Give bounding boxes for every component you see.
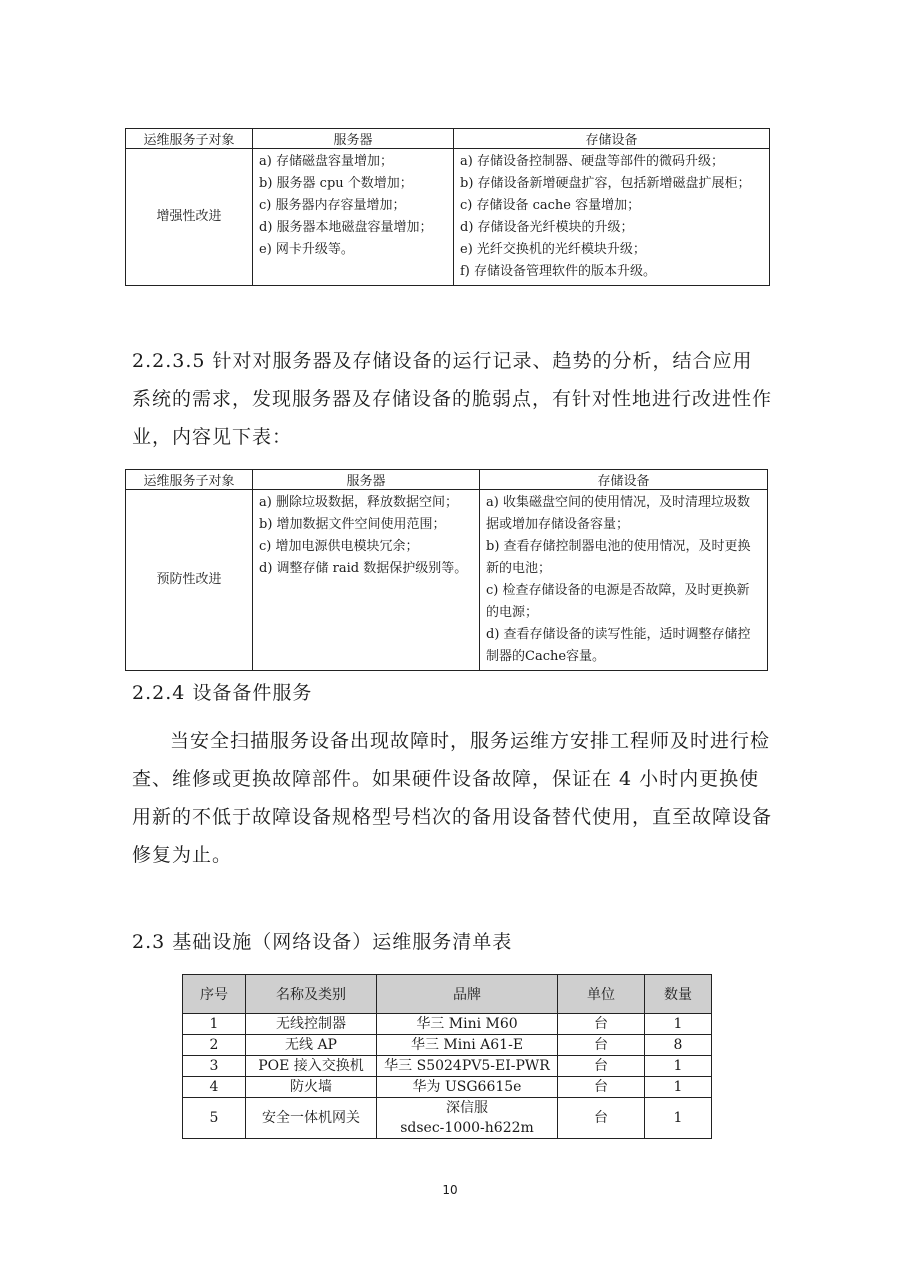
table-row bbox=[183, 1035, 712, 1056]
header-unit: 单位 bbox=[558, 975, 645, 1014]
section-heading-network: 2.3 基础设施（网络设备）运维服务清单表 bbox=[132, 931, 513, 953]
list-item: d) 调整存储 raid 数据保护级别等。 bbox=[259, 561, 468, 576]
network-device-table bbox=[182, 974, 712, 1139]
header-sub-object: 运维服务子对象 bbox=[126, 129, 253, 149]
list-item: b) 存储设备新增硬盘扩容，包括新增磁盘扩展柜； bbox=[460, 176, 751, 191]
cell-no: 1 bbox=[183, 1014, 246, 1035]
list-item: c) 存储设备 cache 容量增加； bbox=[460, 198, 641, 213]
list-item: e) 网卡升级等。 bbox=[259, 242, 354, 257]
list-item: c) 增加电源供电模块冗余； bbox=[259, 539, 419, 554]
cell-name: 无线控制器 bbox=[246, 1014, 377, 1035]
header-qty: 数量 bbox=[645, 975, 712, 1014]
list-item: d) 服务器本地磁盘容量增加； bbox=[259, 220, 433, 235]
cell-brand: 华三 Mini A61-E bbox=[377, 1035, 558, 1056]
cell-qty: 1 bbox=[645, 1098, 712, 1139]
paragraph-spare-parts: 当安全扫描服务设备出现故障时，服务运维方安排工程师及时进行检查、维修或更换故障部件。如果硬件设备故障，保证在 4 小时内更换使用新的不低于故障设备规格型号档次的备用设备替代使用，直至故障设备修复为止。 bbox=[132, 730, 773, 866]
list-item: f) 存储设备管理软件的版本升级。 bbox=[460, 264, 657, 279]
storage-cell bbox=[480, 490, 768, 671]
list-item: b) 服务器 cpu 个数增加； bbox=[259, 176, 413, 191]
table-row bbox=[183, 1056, 712, 1077]
cell-unit: 台 bbox=[558, 1014, 645, 1035]
cell-name: POE 接入交换机 bbox=[246, 1056, 377, 1077]
table-row bbox=[126, 490, 768, 671]
preventive-table bbox=[125, 469, 768, 671]
cell-unit: 台 bbox=[558, 1035, 645, 1056]
cell-qty: 1 bbox=[645, 1077, 712, 1098]
cell-brand: 华为 USG6615e bbox=[377, 1077, 558, 1098]
cell-name: 防火墙 bbox=[246, 1077, 377, 1098]
cell-brand bbox=[377, 1098, 558, 1139]
list-item: d) 查看存储设备的读写性能，适时调整存储控制器的Cache容量。 bbox=[486, 627, 751, 664]
header-sub-object: 运维服务子对象 bbox=[126, 470, 253, 490]
cell-qty: 1 bbox=[645, 1014, 712, 1035]
list-item: a) 删除垃圾数据，释放数据空间； bbox=[259, 495, 458, 510]
cell-brand: 华三 Mini M60 bbox=[377, 1014, 558, 1035]
list-item: b) 增加数据文件空间使用范围； bbox=[259, 517, 446, 532]
cell-brand: 华三 S5024PV5-EI-PWR bbox=[377, 1056, 558, 1077]
table-row bbox=[126, 149, 770, 286]
cell-no: 3 bbox=[183, 1056, 246, 1077]
brand-line: 深信服 bbox=[446, 1100, 488, 1116]
cell-no: 4 bbox=[183, 1077, 246, 1098]
header-name: 名称及类别 bbox=[246, 975, 377, 1014]
cell-name: 无线 AP bbox=[246, 1035, 377, 1056]
table-header-row bbox=[126, 470, 768, 490]
header-storage: 存储设备 bbox=[480, 470, 768, 490]
header-server: 服务器 bbox=[253, 470, 480, 490]
cell-unit: 台 bbox=[558, 1098, 645, 1139]
table-row bbox=[183, 1014, 712, 1035]
header-brand: 品牌 bbox=[377, 975, 558, 1014]
cell-unit: 台 bbox=[558, 1077, 645, 1098]
cell-qty: 8 bbox=[645, 1035, 712, 1056]
table-row bbox=[183, 1077, 712, 1098]
table-header-row bbox=[183, 975, 712, 1014]
storage-cell bbox=[454, 149, 770, 286]
table-header-row bbox=[126, 129, 770, 149]
category-cell: 增强性改进 bbox=[126, 149, 253, 286]
list-item: b) 查看存储控制器电池的使用情况，及时更换新的电池； bbox=[486, 539, 751, 576]
page-number: 10 bbox=[442, 1183, 458, 1197]
cell-no: 5 bbox=[183, 1098, 246, 1139]
list-item: e) 光纤交换机的光纤模块升级； bbox=[460, 242, 646, 257]
header-storage: 存储设备 bbox=[454, 129, 770, 149]
list-item: a) 存储设备控制器、硬盘等部件的微码升级； bbox=[460, 154, 724, 169]
server-cell bbox=[253, 149, 454, 286]
brand-model-line: sdsec-1000-h622m bbox=[400, 1120, 534, 1136]
category-cell: 预防性改进 bbox=[126, 490, 253, 671]
cell-name: 安全一体机网关 bbox=[246, 1098, 377, 1139]
list-item: c) 服务器内存容量增加； bbox=[259, 198, 406, 213]
header-server: 服务器 bbox=[253, 129, 454, 149]
cell-unit: 台 bbox=[558, 1056, 645, 1077]
list-item: a) 存储磁盘容量增加； bbox=[259, 154, 393, 169]
enhancement-table bbox=[125, 128, 770, 286]
paragraph-analysis: 2.2.3.5 针对对服务器及存储设备的运行记录、趋势的分析，结合应用系统的需求，发现服务器及存储设备的脆弱点，有针对性地进行改进性作业，内容见下表： bbox=[132, 350, 773, 448]
list-item: d) 存储设备光纤模块的升级； bbox=[460, 220, 634, 235]
cell-no: 2 bbox=[183, 1035, 246, 1056]
list-item: c) 检查存储设备的电源是否故障，及时更换新的电源； bbox=[486, 583, 750, 620]
section-heading-spare-parts: 2.2.4 设备备件服务 bbox=[132, 682, 313, 704]
cell-qty: 1 bbox=[645, 1056, 712, 1077]
list-item: a) 收集磁盘空间的使用情况，及时清理垃圾数据或增加存储设备容量； bbox=[486, 495, 750, 532]
server-cell bbox=[253, 490, 480, 671]
table-row bbox=[183, 1098, 712, 1139]
header-no: 序号 bbox=[183, 975, 246, 1014]
